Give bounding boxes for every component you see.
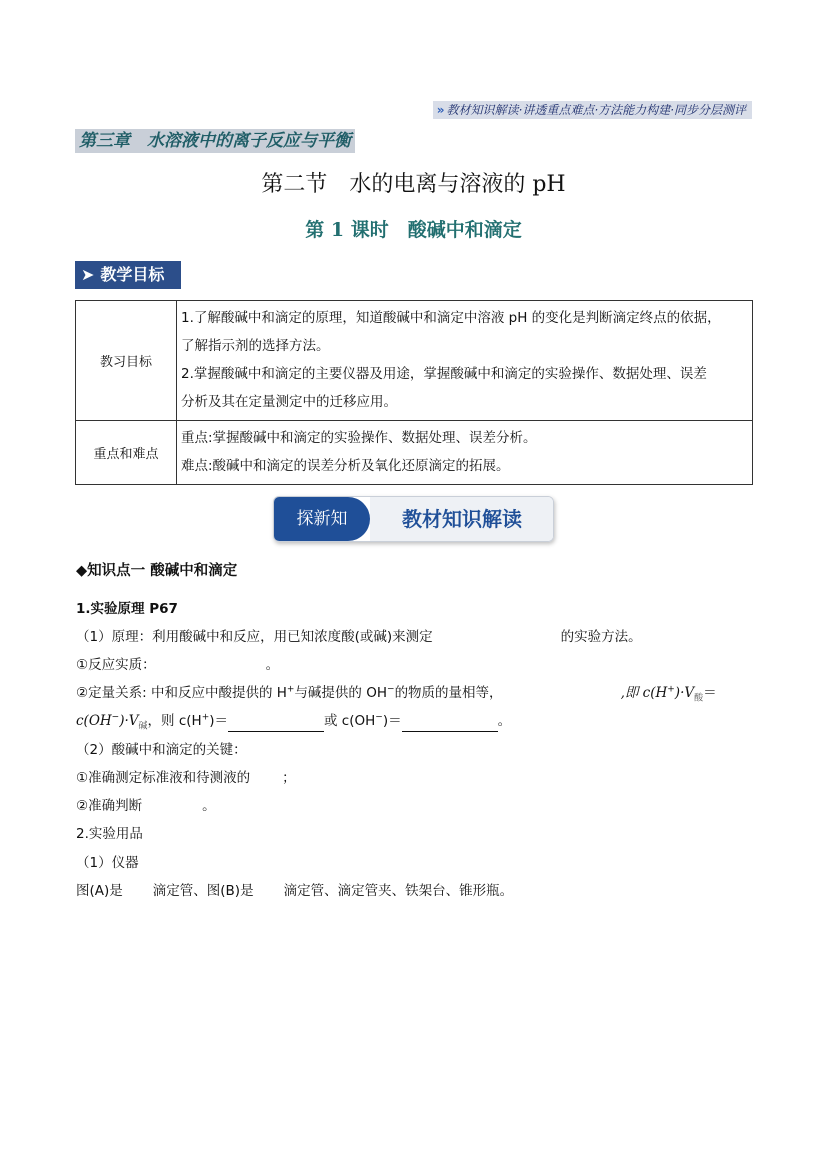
principle-line <box>76 625 642 645</box>
chapter-label: 第三章 水溶液中的离子反应与平衡 <box>75 129 355 153</box>
text: ＝ <box>703 685 717 701</box>
answer-blank[interactable] <box>402 717 498 732</box>
text: )＝ <box>209 713 229 729</box>
text: 的实验方法。 <box>560 629 642 645</box>
text: ； <box>282 770 296 786</box>
key-heading: （2）酸碱中和滴定的关键： <box>76 742 247 758</box>
text: − <box>111 712 120 723</box>
goals-table <box>75 300 753 485</box>
text: 碱 <box>138 721 148 732</box>
text: − <box>387 684 395 695</box>
text: （1）原理：利用酸碱中和反应，用已知浓度酸(或碱)来测定 <box>76 629 433 645</box>
table-row <box>76 301 753 421</box>
answer-blank[interactable] <box>228 717 324 732</box>
section-badge <box>273 496 554 542</box>
row-header: 教习目标 <box>76 301 177 421</box>
double-chevron-icon: » <box>436 103 445 117</box>
teaching-goals-tag <box>75 261 181 289</box>
text: 。 <box>497 713 512 729</box>
text: ②定量关系: 中和反应中酸提供的 H <box>76 685 287 701</box>
equipment-heading: 2.实验用品 <box>76 826 143 842</box>
row-header: 重点和难点 <box>76 421 177 485</box>
text: ②准确判断 <box>76 798 143 814</box>
text: + <box>667 684 675 695</box>
text: − <box>375 712 383 723</box>
goal-line: 1.了解酸碱中和滴定的原理，知道酸碱中和滴定中溶液 pH 的变化是判断滴定终点的依据， <box>181 310 721 326</box>
key-item-1 <box>76 766 296 786</box>
knowledge-point-heading: ◆知识点一 酸碱中和滴定 <box>76 563 238 579</box>
text: ①反应实质： <box>76 657 156 673</box>
quant-line <box>76 681 717 704</box>
top-banner <box>433 101 752 119</box>
text: 与碱提供的 OH <box>294 685 388 701</box>
text: 图(A)是 <box>76 883 123 899</box>
goal-line: 2.掌握酸碱中和滴定的主要仪器及用途，掌握酸碱中和滴定的实验操作、数据处理、误差 <box>181 366 707 382</box>
text: 滴定管、图(B)是 <box>152 883 254 899</box>
text: ①准确测定标准液和待测液的 <box>76 770 251 786</box>
text: )·V <box>119 713 139 729</box>
goal-line: 难点:酸碱中和滴定的误差分析及氧化还原滴定的拓展。 <box>181 458 510 474</box>
text: 的物质的量相等， <box>394 685 503 701</box>
banner-text: 教材知识解读·讲透重点难点·方法能力构建·同步分层测评 <box>446 103 746 117</box>
text: ，则 c(H <box>147 713 202 729</box>
essence-line <box>76 653 279 673</box>
text: + <box>286 684 295 695</box>
text: + <box>201 712 210 723</box>
formula-line <box>76 709 511 732</box>
row-content <box>177 301 753 421</box>
principle-heading: 1.实验原理 P67 <box>76 601 178 617</box>
goal-line: 分析及其在定量测定中的迁移应用。 <box>181 394 397 410</box>
text: )·V <box>674 685 695 701</box>
page-title: 第二节 水的电离与溶液的 pH <box>261 172 566 197</box>
arrow-right-icon: ➤ <box>81 265 95 284</box>
instrument-heading: （1）仪器 <box>76 855 139 871</box>
text: 。 <box>265 657 280 673</box>
badge-right-label: 教材知识解读 <box>370 497 554 541</box>
figure-line <box>76 879 513 899</box>
text: 。 <box>202 798 216 814</box>
text: 滴定管、滴定管夹、铁架台、锥形瓶。 <box>283 883 514 899</box>
badge-left-label: 探新知 <box>274 497 370 541</box>
goal-line: 重点:掌握酸碱中和滴定的实验操作、数据处理、误差分析。 <box>181 430 537 446</box>
text: ,即 c(H <box>620 685 668 701</box>
table-row <box>76 421 753 485</box>
key-item-2 <box>76 794 216 814</box>
teaching-goals-label: 教学目标 <box>100 265 165 284</box>
text: )＝ <box>382 713 402 729</box>
goal-line: 了解指示剂的选择方法。 <box>181 338 330 354</box>
text: c(OH <box>76 713 112 729</box>
row-content <box>177 421 753 485</box>
lesson-subtitle: 第 1 课时 酸碱中和滴定 <box>305 219 522 241</box>
text: 酸 <box>694 693 704 704</box>
text: 或 c(OH <box>324 713 376 729</box>
